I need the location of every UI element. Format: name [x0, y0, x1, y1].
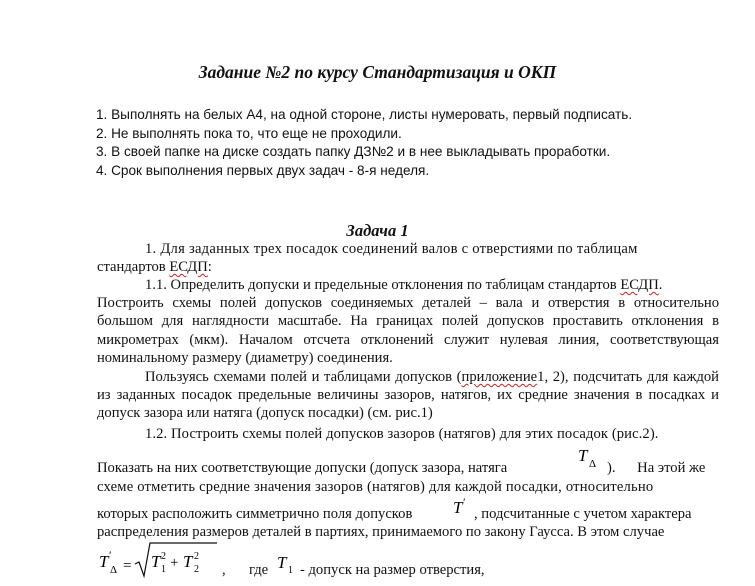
paragraph-1	[97, 240, 719, 276]
paragraph-1-2-line3: схеме отметить средние значения зазоров (натягов) для каждой посадки, относительно	[97, 479, 654, 495]
svg-text:2: 2	[194, 551, 199, 562]
text-span: 1.1. Определить допуски и предельные отклонения по таблицам стандартов	[145, 277, 621, 293]
instruction-item: 3. В своей папке на диске создать папку ДЗ№2 и в нее выкладывать проработки.	[96, 144, 611, 159]
paragraph-1-2-line2-tail	[607, 459, 727, 477]
svg-text:1: 1	[161, 564, 166, 575]
spellcheck-word: ЕСДП	[620, 277, 659, 293]
text-span: .	[658, 277, 663, 293]
paragraph-1-2-line6-c: - допуск на размер отверстия,	[300, 562, 485, 578]
svg-text:+: +	[170, 555, 179, 571]
paragraph-1-2-line1: 1.2. Построить схемы полей допусков зазоров (натягов) для этих посадок (рис.2).	[145, 426, 659, 442]
paragraph-1-2-line6-a: ,	[222, 562, 226, 578]
text-span: На этой же	[637, 460, 706, 476]
task-title: Задача 1	[346, 221, 409, 240]
svg-text:T: T	[99, 552, 109, 571]
text-span: Показать на них соответствующие допуски (допуск зазора, натяга	[97, 460, 508, 476]
svg-text:2: 2	[161, 551, 166, 562]
instruction-item: 4. Срок выполнения первых двух задач - 8-я неделя.	[96, 162, 430, 178]
instructions-list	[96, 106, 736, 180]
svg-text:T: T	[183, 552, 193, 571]
paragraph-1-1-line1	[97, 276, 719, 294]
svg-text:T: T	[578, 446, 588, 465]
svg-text:T: T	[277, 553, 287, 572]
instruction-item: 1. Выполнять на белых А4, на одной стороне, листы нумеровать, первый подписать.	[96, 107, 633, 122]
instruction-item: 2. Не выполнять пока то, что еще не проходили.	[96, 125, 402, 141]
text-span: 1, 2), подсчитать для каждой из заданных посадок предельные величины зазоров, натягов, их средние значения в посадках и допуск зазора или натяга (допуск посадки) (см. рис.1)	[97, 369, 719, 422]
paragraph-1-line2	[97, 258, 719, 276]
paragraph-1-1-body: Построить схемы полей допусков соединяемых деталей – вала и отверстия в относительно большом для наглядности масштабе. На границах полей допусков проставить отклонения в микрометрах (мкм). Началом отсчета отклонений служит нулевая линия, соответствующая номинальному размеру (диаметру) соединения.	[97, 295, 719, 366]
text-span: стандартов	[97, 259, 170, 276]
text-span: :	[207, 259, 212, 276]
formula-t1	[274, 548, 300, 576]
text-span: ).	[607, 460, 616, 476]
document-title: Задание №2 по курсу Стандартизация и ОКП	[198, 62, 557, 82]
svg-text:Δ: Δ	[589, 458, 597, 470]
svg-text:′: ′	[109, 548, 112, 562]
formula-t-delta	[575, 443, 607, 477]
svg-text:2: 2	[194, 564, 199, 575]
svg-text:=: =	[123, 558, 132, 574]
formula-t-prime	[450, 496, 472, 522]
spellcheck-word: ЕСДП	[169, 259, 208, 276]
paragraph-1-line1: 1. Для заданных трех посадок соединений валов с отверстиями по таблицам	[145, 241, 638, 257]
paragraph-1-2-line5: распределения размеров деталей в партиях, принимаемого по закону Гаусса. В этом случае	[97, 524, 665, 540]
text-span: которых расположить симметрично поля допусков	[97, 506, 413, 522]
text-span: Пользуясь схемами полей и таблицами допусков (	[145, 369, 462, 385]
paragraph-1-1	[97, 276, 719, 367]
paragraph-1-2-line6-b: где	[249, 562, 269, 578]
svg-text:Δ: Δ	[110, 564, 118, 576]
svg-text:1: 1	[288, 565, 293, 576]
spellcheck-word: приложение	[461, 369, 538, 385]
formula-t-delta-prime	[97, 540, 222, 580]
svg-text:T: T	[151, 552, 161, 571]
svg-text:T: T	[453, 498, 463, 517]
paragraph-usage	[97, 368, 719, 423]
svg-text:′: ′	[463, 496, 466, 509]
paragraph-1-2-line4-tail: , подсчитанные с учетом характера	[474, 506, 692, 522]
